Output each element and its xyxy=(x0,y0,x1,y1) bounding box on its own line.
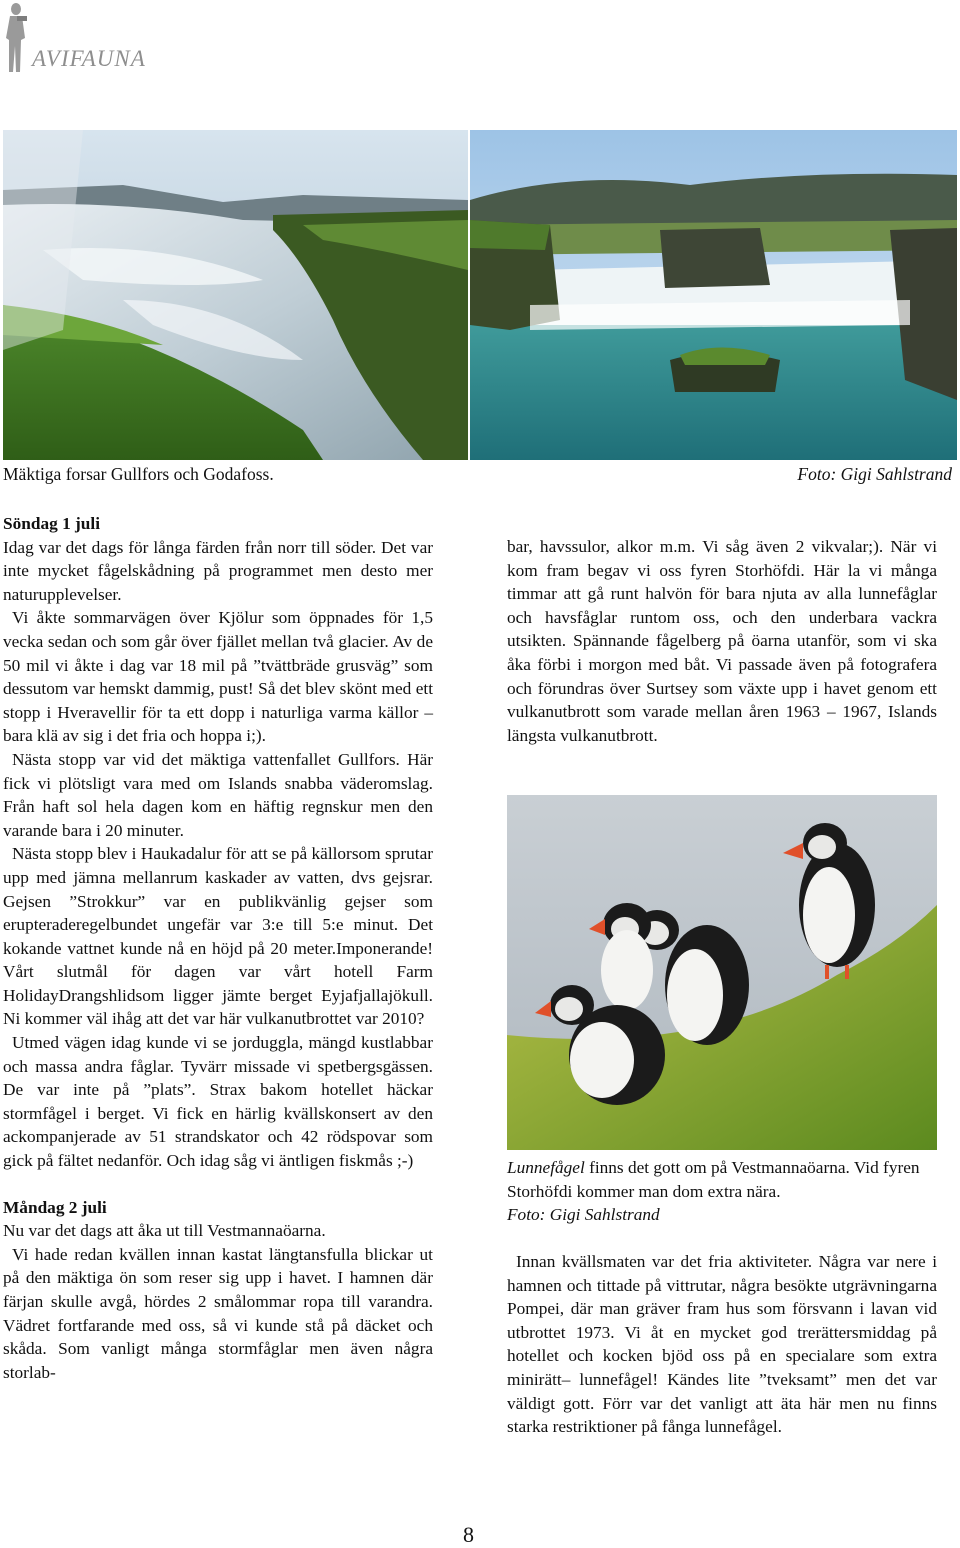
caption-text: finns det gott om på Vestmannaöarna. Vid fyren Storhöfdi kommer man dom extra nära. xyxy=(507,1158,920,1201)
paragraph: Nästa stopp var vid det mäktiga vattenfallet Gullfors. Här fick vi plötsligt vara med om Islands snabba väderomslag. Från haft sol hela dagen kom en häftig regnskur men den varande bara i 20 minuter. xyxy=(3,749,433,840)
heading-monday: Måndag 2 juli xyxy=(3,1197,107,1217)
avifauna-logo xyxy=(2,2,182,82)
paragraph: Idag var det dags för långa färden från norr till söder. Det var inte mycket fågelskådning på programmet men desto mer naturupplevelser. xyxy=(3,537,433,604)
heading-sunday: Söndag 1 juli xyxy=(3,514,101,533)
paragraph: bar, havssulor, alkor m.m. Vi såg även 2 vikvalar;). När vi kom fram begav vi oss fyren Storhöfdi. Här la vi många timmar att gå runt halvön för bara njuta av alla lunnefåglar och havsfåglar runtom oss, och den underbara vackra utsikten. Spännande fågelberg på öarna utanför, som vi ska åka förbi i morgon med båt. Vi passade även på fotografera och förundras över Surtsey som växte upp i havet genom ett vulkanutbrott som varade mellan åren 1963 – 1967, Islands längsta vulkanutbrott. xyxy=(507,537,937,745)
left-column xyxy=(3,512,433,1384)
photo-credit: Foto: Gigi Sahlstrand xyxy=(797,464,952,484)
paragraph: Nästa stopp blev i Haukadalur för att se på källorsom sprutar upp med jämna mellanrum kaskader av vatten, dvs gejsrar. Gejsen ”Strokkur” var en publikvänlig gejser som erupteraderegelbundet ungefär var 3:e till 5:e minut. Det kokande vattnet kunde nå en höjd på 20 meter.Imponerande! Vårt slutmål för dagen var vårt hotell Farm HolidayDrangshlidsom ligger jämte berget Eyjafjallajökull. Ni kommer väl ihåg att det var här vulkanutbrottet var 2010? xyxy=(3,844,433,1029)
paragraph: Utmed vägen idag kunde vi se jorduggla, mängd kustlabbar och massa andra fåglar. Tyvärr missade vi spetbergsgässen. De var inte på ”plats”. Strax bakom hotellet häckar stormfågel i berget. Vi fick en härlig kvällskonsert av den ackompanjerade av 51 strandskator och 42 rödspovar som gick på fältet nedanför. Och idag såg vi äntligen fiskmås ;-) xyxy=(3,1033,433,1171)
paragraph: Innan kvällsmaten var det fria aktiviteter. Några var nere i hamnen och tittade på vittrutar, några besökte utgrävningarna Pompei, där man gräver fram hus som försvann i lavan vid utbrottet 1973. Vi åt en mycket god trerättersmiddag på hotellet och kocken bjöd oss på en specialare som extra minirätt– lunnefågel! Kändes lite ”tveksamt” men det var väldigt gott. Förr var det vanligt att äta här men nu finns starka restriktioner på fånga lunnefågel. xyxy=(507,1252,937,1437)
birdwatcher-logo-icon xyxy=(2,2,30,74)
right-column xyxy=(507,535,937,747)
photo-caption: Mäktiga forsar Gullfors och Godafoss. xyxy=(3,464,274,484)
paragraph: Nu var det dags att åka ut till Vestmannaöarna. xyxy=(3,1221,326,1241)
puffins-photo xyxy=(507,795,937,1150)
paragraph: Vi hade redan kvällen innan kastat längtansfulla blickar ut på den mäktiga ön som reser sig upp i havet. I hamnen där färjan skulle avgå, hördes 2 smålommar ropa till varandra. Vädret fortfarande med oss, så vi kunde stå på däcket och skåda. Som vanligt många stormfåglar men även några storlab- xyxy=(3,1244,433,1382)
paragraph: Vi åkte sommarvägen över Kjölur som öppnades för 1,5 vecka sedan och som går över fjället mellan två glacier. Av de 50 mil vi åkte i dag var 18 mil på ”tvättbräde grusväg” som dessutom var hemskt dammig, pust! Så det blev skönt med ett stopp i Hveravellir för ta ett dopp i naturliga varma källor – bara klä av sig i det fria och hoppa i;). xyxy=(3,608,433,746)
gullfoss-photo xyxy=(3,130,468,460)
caption-credit: Foto: Gigi Sahlstrand xyxy=(507,1205,660,1225)
right-column-continued xyxy=(507,1250,937,1439)
puffin-photo-caption xyxy=(507,1156,937,1227)
caption-species: Lunnefågel xyxy=(507,1158,585,1177)
page-number: 8 xyxy=(463,1522,474,1547)
godafoss-photo xyxy=(470,130,957,460)
logo-text: AVIFAUNA xyxy=(32,46,146,71)
